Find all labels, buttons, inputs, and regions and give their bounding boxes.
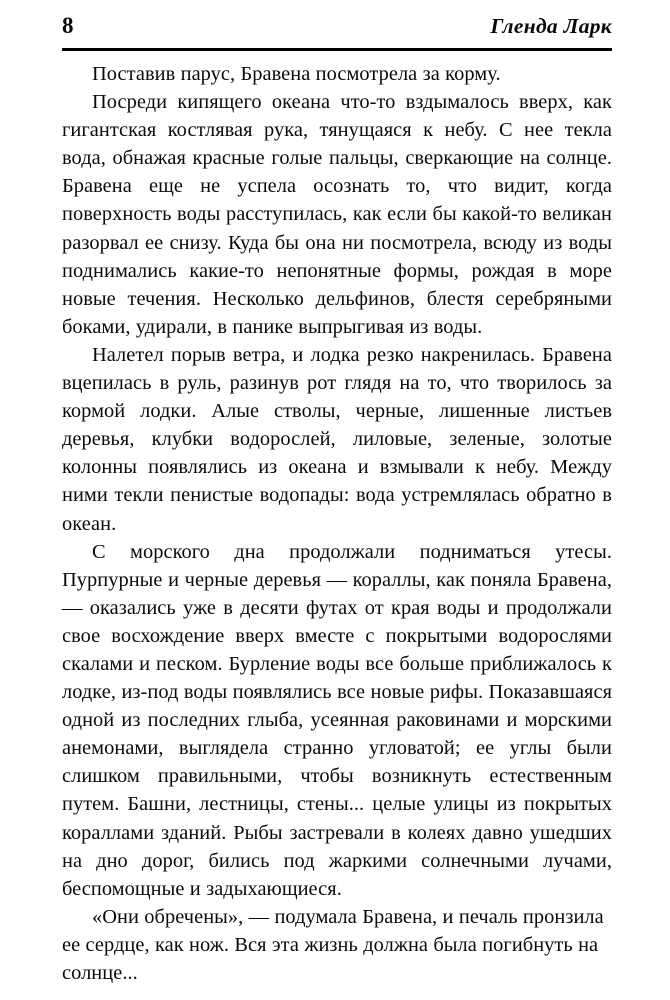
paragraph: Налетел порыв ветра, и лодка резко накренилась. Бравена вцепилась в руль, разинув рот глядя на то, что творилось за кормой лодки. Алые стволы, черные, лишенные листьев деревья, клубки водорослей, лиловые, зеленые, золотые колонны появлялись из океана и взмывали к небу. Между ними текли пенистые водопады: вода устремлялась обратно в океан. [62,343,612,535]
running-head [62,14,612,38]
body-text-block [62,60,612,987]
paragraph: Посреди кипящего океана что-то вздымалось вверх, как гигантская костлявая рука, тянущаяся к небу. С нее текла вода, обнажая красные голые пальцы, сверкающие на солнце. Бравена еще не успела осознать то, что видит, когда поверхность воды расступилась, как если бы какой-то великан разорвал ее снизу. Куда бы она ни посмотрела, всюду из воды поднимались какие-то непонятные формы, рождая в море новые течения. Несколько дельфинов, блестя серебряными боками, удирали, в панике выпрыгивая из воды. [62,91,612,338]
paragraph: «Они обречены», — подумала Бравена, и печаль пронзила ее сердце, как нож. Вся эта жизнь должна была погибнуть на солнце... [62,905,604,984]
header-divider-rule [62,48,612,51]
author-name: Гленда Ларк [490,14,612,38]
paragraph: С морского дна продолжали подниматься утесы. Пурпурные и черные деревья — кораллы, как поняла Бравена, — оказались уже в десяти футах от края воды и продолжали свое восхождение вверх вместе с покрытыми водорослями скалами и песком. Бурление воды все больше приближалось к лодке, из-под воды появлялись все новые рифы. Показавшаяся одной из последних глыба, усеянная раковинами и морскими анемонами, выглядела странно угловатой; ее углы были слишком правильными, чтобы возникнуть естественным путем. Башни, лестницы, стены... целые улицы из покрытых кораллами зданий. Рыбы застревали в колеях давно ушедших на дно дорог, бились под жаркими солнечными лучами, беспомощные и задыхающиеся. [62,540,612,900]
page-number: 8 [62,13,74,38]
paragraph: Поставив парус, Бравена посмотрела за корму. [92,63,501,85]
